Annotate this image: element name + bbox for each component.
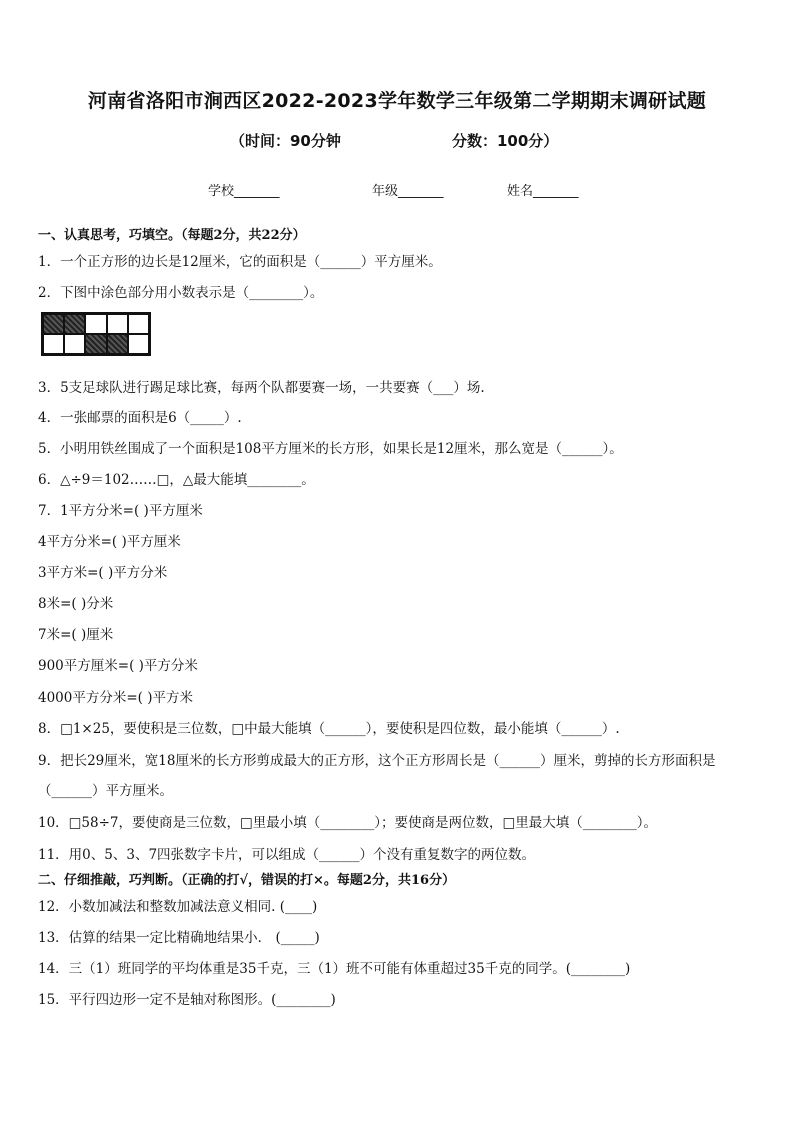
grid-cell-shaded [85, 334, 106, 354]
question-7-line-4: 8米=( )分米 [38, 596, 114, 612]
question-6: 6．△÷9＝102……□，△最大能填________。 [38, 472, 315, 488]
question-7-line-5: 7米=( )厘米 [38, 627, 114, 643]
section-1-heading: 一、认真思考，巧填空。（每题2分，共22分） [38, 228, 306, 243]
grid-cell [64, 334, 85, 354]
question-7-line-7: 4000平方分米=( )平方米 [38, 690, 193, 706]
question-11: 11．用0、5、3、7四张数字卡片，可以组成（______）个没有重复数字的两位数。 [38, 847, 536, 863]
name-field: 姓名_______ [507, 184, 579, 199]
score-info: 分数：100分） [452, 132, 559, 150]
question-14: 14．三（1）班同学的平均体重是35千克，三（1）班不可能有体重超过35千克的同学。(________) [38, 961, 631, 977]
grid-cell-shaded [43, 314, 64, 334]
time-info: （时间：90分钟 [230, 132, 341, 150]
grid-cell [85, 314, 106, 334]
grid-cell-shaded [107, 334, 128, 354]
question-10: 10．□58÷7，要使商是三位数，□里最小填（________）；要使商是两位数，□里最大填（________）。 [38, 815, 658, 831]
section-2-heading: 二、仔细推敲，巧判断。（正确的打√，错误的打×。每题2分，共16分） [38, 873, 456, 888]
question-7-line-3: 3平方米=( )平方分米 [38, 565, 168, 581]
grid-cell [128, 334, 149, 354]
question-8: 8．□1×25，要使积是三位数，□中最大能填（______），要使积是四位数，最小能填（______）. [38, 721, 620, 737]
question-7-line-2: 4平方分米=( )平方厘米 [38, 534, 181, 550]
question-3: 3．5支足球队进行踢足球比赛，每两个队都要赛一场，一共要赛（___）场. [38, 380, 485, 396]
question-13: 13．估算的结果一定比精确地结果小． (_____) [38, 930, 320, 946]
question-2: 2．下图中涂色部分用小数表示是（________）。 [38, 285, 324, 301]
shaded-grid-figure [41, 312, 151, 356]
question-7-line-6: 900平方厘米=( )平方分米 [38, 658, 198, 674]
question-9-line-2: （______）平方厘米。 [38, 783, 173, 799]
school-field: 学校_______ [208, 184, 280, 199]
grade-field: 年级_______ [372, 184, 444, 199]
question-12: 12．小数加减法和整数加减法意义相同. (____) [38, 899, 318, 915]
question-4: 4．一张邮票的面积是6（_____）. [38, 410, 242, 426]
question-1: 1．一个正方形的边长是12厘米，它的面积是（______）平方厘米。 [38, 254, 442, 270]
grid-cell-shaded [64, 314, 85, 334]
grid-cell [43, 334, 64, 354]
question-15: 15．平行四边形一定不是轴对称图形。(________) [38, 992, 336, 1008]
page-title: 河南省洛阳市涧西区2022-2023学年数学三年级第二学期期末调研试题 [87, 90, 707, 112]
question-5: 5．小明用铁丝围成了一个面积是108平方厘米的长方形，如果长是12厘米，那么宽是（______）。 [38, 441, 623, 457]
grid-cell [107, 314, 128, 334]
question-9-line-1: 9．把长29厘米，宽18厘米的长方形剪成最大的正方形，这个正方形周长是（______）厘米，剪掉的长方形面积是 [38, 753, 716, 769]
grid-cell [128, 314, 149, 334]
question-7-line-1: 7．1平方分米=( )平方厘米 [38, 503, 203, 519]
